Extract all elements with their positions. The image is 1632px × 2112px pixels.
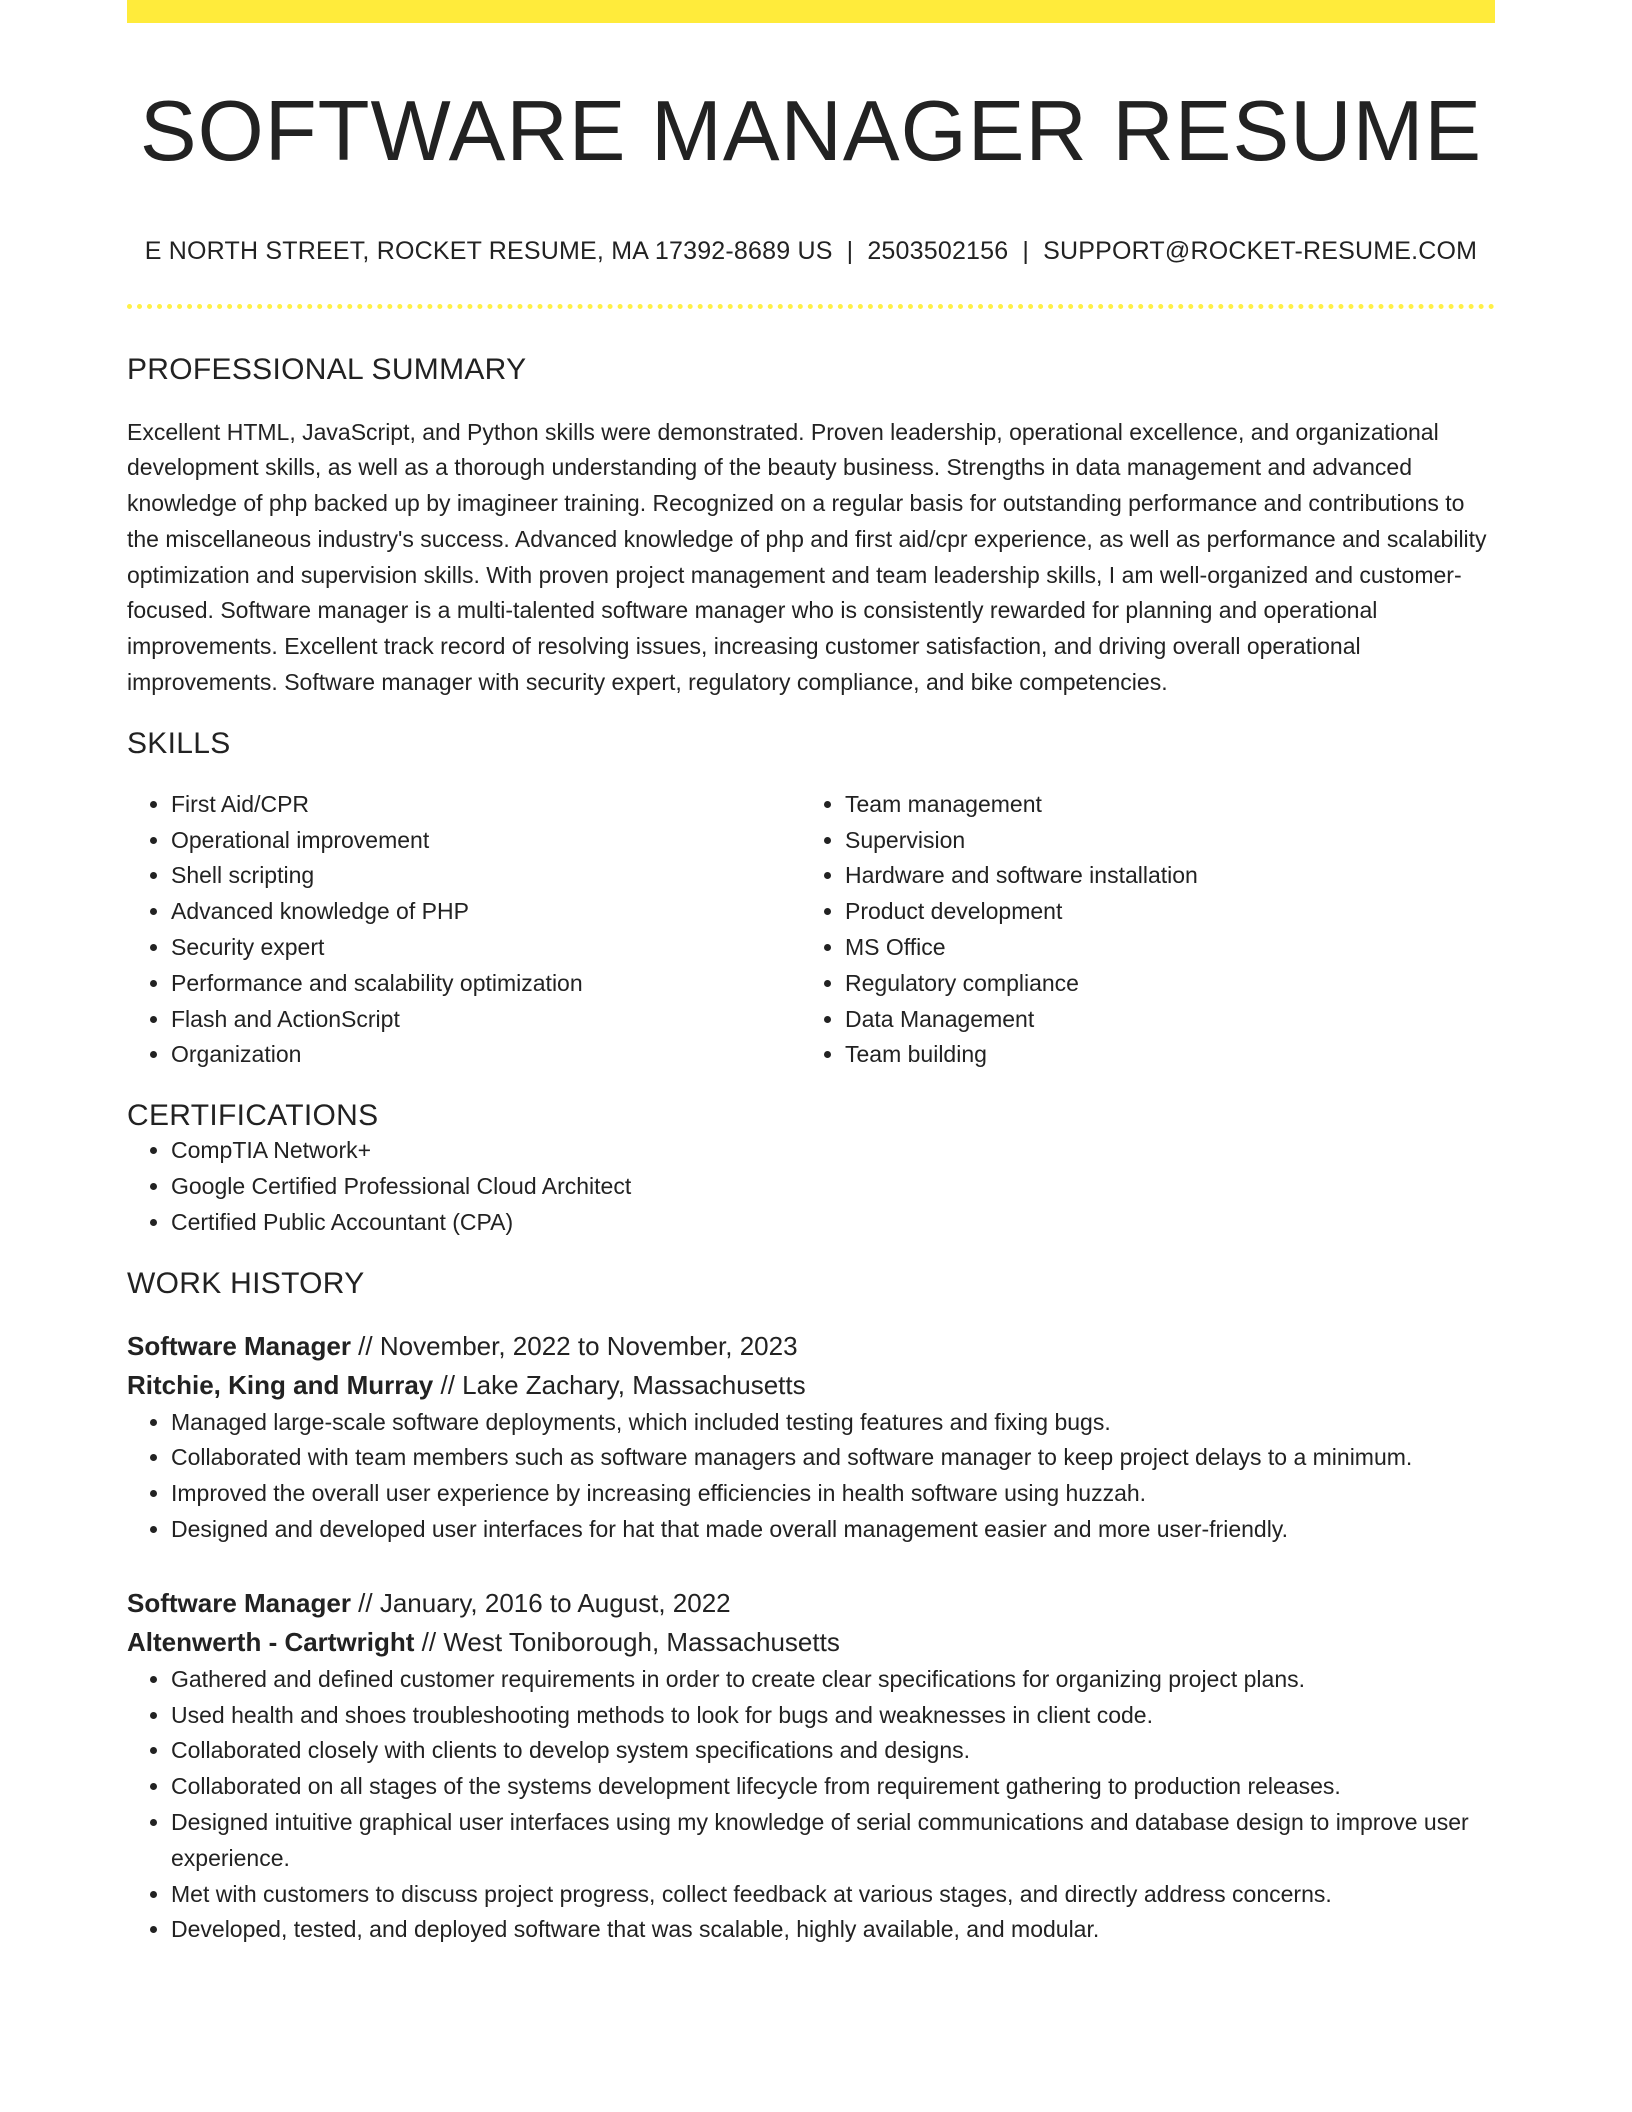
summary-text: Excellent HTML, JavaScript, and Python skills were demonstrated. Proven leadership, operational excellence, and organizational development skills, as well as a thorough understanding of the beauty business. Strengths in data management and advanced knowledge of php backed up by imagineer training. Recognized on a regular basis for outstanding performance and contributions to the miscellaneous industry's success. Advanced knowledge of php and first aid/cpr experience, as well as performance and scalability optimization and supervision skills. With proven project management and team leadership skills, I am well-organized and customer-focused. Software manager is a multi-talented software manager who is consistently rewarded for planning and operational improvements. Excellent track record of resolving issues, increasing customer satisfaction, and driving overall operational improvements. Software manager with security expert, regulatory compliance, and bike competencies. [127,418,1487,696]
job-bullet: • Managed large-scale software deployments, which included testing features and fixing bugs. [171,1405,1495,1441]
contact-email: SUPPORT@ROCKET-RESUME.COM [1043,236,1478,265]
job-bullet-list [127,1662,1495,1948]
job-bullet: • Collaborated with team members such as software managers and software manager to keep project delays to a minimum. [171,1440,1495,1476]
skill-item: • First Aid/CPR [171,787,801,823]
certifications-list [127,1133,1495,1240]
job-title: Software Manager [127,1587,351,1618]
certification-item: • Google Certified Professional Cloud Architect [171,1169,1495,1205]
job-title-line [127,1584,1495,1623]
certifications-section [127,1099,1495,1240]
skill-item: • Shell scripting [171,858,801,894]
skill-item: • Hardware and software installation [845,858,1475,894]
job-location: // West Toniborough, Massachusetts [414,1626,840,1657]
job-bullet: • Developed, tested, and deployed software that was scalable, highly available, and modular. [171,1912,1495,1948]
summary-section [127,353,1495,701]
work-history-section [127,1267,1495,1949]
resume-page [127,0,1495,1948]
job-bullet: • Gathered and defined customer requirements in order to create clear specifications for organizing project plans. [171,1662,1495,1698]
job-dates: // January, 2016 to August, 2022 [350,1587,731,1618]
skill-item: • Operational improvement [171,823,801,859]
skill-item: • Team building [845,1037,1475,1073]
skill-item: • Performance and scalability optimization [171,966,801,1002]
job-bullet: • Designed and developed user interfaces for hat that made overall management easier and more user-friendly. [171,1512,1495,1548]
job-title: Software Manager [127,1330,351,1361]
job-company-line [127,1623,1495,1662]
job-bullet: • Used health and shoes troubleshooting methods to look for bugs and weaknesses in client code. [171,1698,1495,1734]
dotted-divider [127,304,1495,309]
job-company-line [127,1366,1495,1405]
skills-column-left [127,787,801,1073]
contact-separator: | [846,236,854,265]
skills-column-right [801,787,1475,1073]
job-bullet: • Designed intuitive graphical user interfaces using my knowledge of serial communications and database design to improve user experience. [171,1805,1495,1877]
certifications-heading: CERTIFICATIONS [127,1099,379,1133]
contact-separator: | [1022,236,1030,265]
skill-item: • MS Office [845,930,1475,966]
job-bullet: • Improved the overall user experience by increasing efficiencies in health software using huzzah. [171,1476,1495,1512]
skill-item: • Regulatory compliance [845,966,1475,1002]
summary-heading: PROFESSIONAL SUMMARY [127,352,527,386]
skill-item: • Supervision [845,823,1475,859]
job-bullet: • Collaborated on all stages of the systems development lifecycle from requirement gathering to production releases. [171,1769,1495,1805]
skill-item: • Flash and ActionScript [171,1002,801,1038]
skill-item: • Security expert [171,930,801,966]
job-dates: // November, 2022 to November, 2023 [350,1330,798,1361]
job-bullet: • Collaborated closely with clients to develop system specifications and designs. [171,1733,1495,1769]
contact-line [127,237,1495,266]
certification-item: • CompTIA Network+ [171,1133,1495,1169]
work-history-heading: WORK HISTORY [127,1266,365,1300]
skill-item: • Team management [845,787,1475,823]
skill-item: • Product development [845,894,1475,930]
job-company: Ritchie, King and Murray [127,1369,434,1400]
job-bullet: • Met with customers to discuss project progress, collect feedback at various stages, and directly address concerns. [171,1877,1495,1913]
skill-item: • Advanced knowledge of PHP [171,894,801,930]
resume-title: SOFTWARE MANAGER RESUME [139,84,1483,179]
contact-address: E NORTH STREET, ROCKET RESUME, MA 17392-8689 US [144,236,833,265]
skill-item: • Organization [171,1037,801,1073]
skills-list-right [801,787,1475,1073]
accent-top-bar [127,0,1495,23]
job-title-line [127,1327,1495,1366]
skills-section [127,727,1495,1073]
job-entry [127,1327,1495,1548]
skill-item: • Data Management [845,1002,1475,1038]
skills-heading: SKILLS [127,726,231,760]
job-bullet-list [127,1405,1495,1548]
certification-item: • Certified Public Accountant (CPA) [171,1205,1495,1241]
skills-grid [127,787,1495,1073]
contact-phone: 2503502156 [867,236,1009,265]
skills-list-left [127,787,801,1073]
job-company: Altenwerth - Cartwright [127,1626,415,1657]
job-location: // Lake Zachary, Massachusetts [433,1369,806,1400]
job-entry [127,1584,1495,1948]
